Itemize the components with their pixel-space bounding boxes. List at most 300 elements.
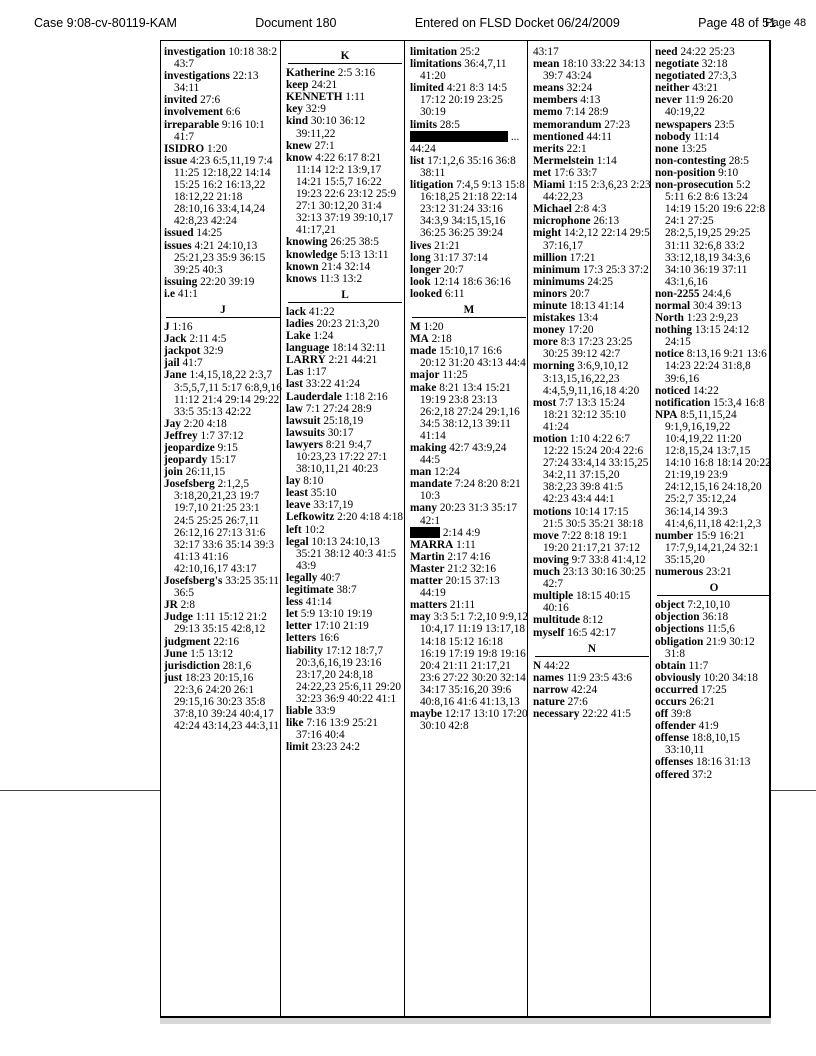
index-references: 10:13 24:10,13 35:21 38:12 40:3 41:5 43:9 — [296, 535, 397, 572]
index-term: key — [286, 103, 303, 116]
index-term: minors — [533, 287, 567, 300]
index-term: jeopardy — [164, 454, 208, 467]
index-entry — [655, 409, 773, 530]
page-number-text: Page 48 of 51 — [698, 16, 776, 30]
index-term: memo — [533, 106, 563, 119]
index-term: let — [286, 608, 298, 621]
index-term: Michael — [533, 203, 572, 216]
index-references: 37:2 — [692, 768, 713, 781]
index-entry — [533, 94, 651, 106]
index-term: motions — [533, 505, 572, 518]
index-term: memorandum — [533, 118, 602, 131]
index-references: 41:14 — [305, 596, 332, 609]
index-term: issued — [164, 227, 194, 240]
index-references: 3:6,9,10,12 3:13,15,16,22,23 4:4,5,9,11,16,18 4:20 — [543, 360, 640, 397]
index-references: 25:2 — [459, 46, 480, 58]
index-term: issuing — [164, 275, 198, 288]
index-references: 20:15 37:13 44:19 — [420, 575, 500, 600]
index-references: 15:9 16:21 17:7,9,14,21,24 32:1 35:15,20 — [665, 529, 759, 566]
index-entry — [286, 115, 404, 139]
index-term: limit — [286, 741, 309, 754]
index-references: 11:3 13:2 — [319, 272, 363, 285]
index-entry — [655, 119, 773, 131]
index-entry — [655, 769, 773, 781]
index-references: 11:14 — [693, 130, 719, 143]
index-entry — [286, 415, 404, 427]
index-references: 14:22 — [692, 384, 719, 397]
index-term: matters — [410, 599, 448, 612]
index-entry — [410, 708, 528, 732]
index-entry — [164, 119, 282, 143]
index-references: 1:16 — [172, 321, 193, 334]
index-term: merits — [533, 142, 564, 155]
index-references: 2:11 4:5 — [189, 333, 227, 346]
index-entry — [533, 227, 651, 251]
index-entry — [286, 620, 404, 632]
index-entry — [533, 179, 651, 203]
index-references: 21:9 30:12 31:8 — [665, 635, 755, 660]
index-entry — [655, 131, 773, 143]
index-entry — [655, 636, 773, 660]
index-references: 44:24 — [410, 142, 436, 155]
index-references: 9:10 — [718, 166, 739, 179]
index-references: 22:13 34:11 — [174, 70, 259, 95]
index-references: 1:11 15:12 21:2 29:13 35:15 42:8,12 — [174, 611, 267, 636]
index-references: 17:21 — [569, 251, 596, 264]
index-term: multiple — [533, 590, 574, 603]
index-term: MA — [410, 333, 429, 346]
index-entry — [533, 46, 651, 58]
index-references: 2:5 3:16 — [337, 67, 376, 80]
index-entry — [286, 354, 404, 366]
index-entry — [533, 215, 651, 227]
index-references: 8:13,16 9:21 13:6 14:23 22:24 31:8,8 39:6,16 — [665, 348, 767, 385]
index-references: 1:5 13:12 — [190, 647, 234, 660]
index-term: Jay — [164, 417, 181, 430]
index-entry — [410, 611, 528, 708]
index-term: Las — [286, 366, 304, 379]
index-term: occurs — [655, 695, 687, 708]
index-term: LARRY — [286, 354, 326, 367]
index-term: issues — [164, 239, 192, 252]
index-entry — [286, 330, 404, 342]
index-term: legally — [286, 571, 318, 584]
index-references: 33:22 41:24 — [305, 378, 361, 391]
index-references: 32:18 — [701, 58, 728, 71]
index-term: lay — [286, 475, 301, 488]
index-entry — [533, 554, 651, 566]
index-term: offense — [655, 732, 689, 745]
index-term: offered — [655, 768, 690, 781]
index-references: 18:8,10,15 33:10,11 — [665, 732, 741, 757]
section-letter: N — [535, 643, 649, 657]
index-entry — [164, 454, 282, 466]
index-references: 8:3 17:23 23:25 30:25 39:12 42:7 — [543, 336, 633, 361]
index-term: looked — [410, 287, 443, 300]
index-entry — [533, 336, 651, 360]
index-entry — [655, 312, 773, 324]
index-term: noticed — [655, 384, 691, 397]
index-entry — [655, 599, 773, 611]
index-entry — [286, 499, 404, 511]
index-term: most — [533, 396, 557, 409]
index-references: 2:18 — [431, 333, 452, 346]
index-column-1 — [164, 46, 282, 732]
section-letter: M — [412, 304, 526, 318]
index-term: i.e — [164, 287, 175, 300]
index-references: 9:16 10:1 41:7 — [174, 118, 265, 143]
index-references: 2:8 4:3 — [574, 203, 607, 216]
index-references: 28:1,6 — [222, 659, 252, 672]
index-term: N — [533, 659, 542, 672]
index-term: maybe — [410, 708, 443, 721]
index-entry — [164, 430, 282, 442]
index-references: 15:3,4 16:8 — [713, 396, 765, 409]
index-entry — [286, 524, 404, 536]
index-entry — [533, 82, 651, 94]
index-term: M — [410, 321, 421, 334]
index-references: 11:25 — [442, 369, 468, 382]
index-term: nobody — [655, 130, 691, 143]
index-entry — [655, 684, 773, 696]
index-term: move — [533, 529, 559, 542]
index-entry — [286, 91, 404, 103]
index-term: non-prosecution — [655, 179, 734, 192]
index-references: 20:7 — [569, 287, 590, 300]
index-entry — [533, 530, 651, 554]
index-term: might — [533, 227, 562, 240]
index-term: J — [164, 321, 170, 334]
index-entry — [655, 566, 773, 578]
index-references: 10:2 — [304, 523, 325, 536]
index-term: JR — [164, 599, 178, 612]
index-references: 28:5 — [439, 118, 460, 131]
index-references: 26:25 38:5 — [330, 236, 379, 249]
index-entry — [286, 439, 404, 475]
index-references: 43:17 — [533, 46, 559, 58]
index-term: man — [410, 466, 432, 479]
index-term: Lefkowitz — [286, 511, 335, 524]
index-term: knew — [286, 139, 312, 152]
index-term: knows — [286, 272, 317, 285]
index-entry — [655, 623, 773, 635]
document-number: Document 180 — [255, 16, 337, 30]
index-references: 7:16 13:9 25:21 37:16 40:4 — [296, 717, 378, 742]
index-entry — [164, 240, 282, 276]
index-entry — [533, 397, 651, 433]
index-entry — [655, 397, 773, 409]
index-entry — [533, 264, 651, 276]
index-entry — [533, 203, 651, 215]
index-term: Martin — [410, 550, 445, 563]
index-references: 8:21 13:4 15:21 19:19 23:8 23:13 26:2,18 27:24 29:1,16 34:5 38:12,13 39:11 41:14 — [420, 381, 520, 442]
footer-rule-left — [0, 790, 160, 791]
index-entry — [533, 590, 651, 614]
index-references: 7:14 28:9 — [565, 106, 609, 119]
index-references: 41:7 — [182, 357, 203, 370]
index-entry — [286, 572, 404, 584]
index-references: 13:25 — [681, 142, 707, 155]
index-term: numerous — [655, 566, 704, 579]
index-entry — [655, 530, 773, 566]
index-entry — [286, 584, 404, 596]
index-entry: 2:14 4:9 — [410, 527, 528, 539]
index-term: necessary — [533, 708, 580, 721]
index-entry — [410, 382, 528, 442]
index-term: obligation — [655, 635, 704, 648]
index-references: 27:6 — [567, 695, 588, 708]
index-references: 35:10 — [310, 487, 337, 500]
index-references: 10:20 34:18 — [703, 671, 758, 684]
index-entry — [286, 403, 404, 415]
page-overlay: Page 48 — [765, 17, 807, 29]
index-references: 1:15 2:3,6,23 2:23 44:22,23 — [543, 179, 651, 204]
index-term: narrow — [533, 683, 569, 696]
index-references: 16:6 — [318, 632, 340, 645]
index-entry — [410, 345, 528, 369]
index-entry — [655, 179, 773, 288]
index-term: mistakes — [533, 312, 576, 325]
index-references: 17:25 — [700, 683, 727, 696]
index-references: 24:22 25:23 — [680, 46, 735, 58]
index-references: 16:5 42:17 — [567, 626, 616, 639]
index-entry — [533, 627, 651, 639]
index-references: 7:24 8:20 8:21 10:3 — [420, 478, 521, 503]
index-references: 27:23 — [604, 118, 630, 131]
index-term: NPA — [655, 408, 678, 421]
index-entry — [286, 236, 404, 248]
index-term: Jeffrey — [164, 429, 198, 442]
index-references: 7:4,5 9:13 15:8 16:18,25 21:18 22:14 23:12 31:24 33:16 34:3,9 34:15,15,16 36:25 36:25 39:24 — [420, 179, 525, 240]
index-term: objections — [655, 623, 704, 636]
index-term: non-position — [655, 166, 716, 179]
index-entry — [164, 575, 282, 599]
index-term: liability — [286, 644, 324, 657]
index-term: object — [655, 599, 685, 612]
index-term: obviously — [655, 671, 701, 684]
index-term: newspapers — [655, 118, 712, 131]
index-entry — [533, 131, 651, 143]
column-divider — [404, 40, 405, 1018]
index-references: 36:4,7,11 41:20 — [420, 58, 507, 83]
index-entry — [164, 345, 282, 357]
index-column-4 — [533, 46, 651, 720]
index-term: lawsuits — [286, 426, 325, 439]
index-term: means — [533, 82, 564, 95]
index-term: Jane — [164, 369, 187, 382]
index-term: normal — [655, 299, 691, 312]
index-entry — [655, 167, 773, 179]
index-references: 2:1,2,5 3:18,20,21,23 19:7 19:7,10 21:25 23:1 24:5 25:25 26:7,11 26:12,16 27:13 31:6 32:17 33:6 35:14 39:3 41:13 41:16 42:10,16,17 43:17 — [174, 478, 275, 575]
index-term: June — [164, 647, 188, 660]
index-entry — [533, 324, 651, 336]
index-references: 40:7 — [320, 571, 341, 584]
index-term: law — [286, 402, 303, 415]
index-entry — [655, 732, 773, 756]
index-references: 32:24 — [566, 82, 593, 95]
index-entry — [410, 264, 528, 276]
index-references: 13:15 24:12 24:15 — [665, 324, 750, 349]
index-term: legal — [286, 535, 309, 548]
index-term: million — [533, 251, 567, 264]
index-entry — [655, 385, 773, 397]
index-term: more — [533, 336, 558, 349]
index-term: legitimate — [286, 584, 334, 597]
index-entry — [286, 318, 404, 330]
index-term: leave — [286, 499, 311, 512]
index-entry — [286, 632, 404, 644]
index-entry — [286, 306, 404, 318]
index-term: Mermelstein — [533, 154, 594, 167]
index-entry — [533, 506, 651, 530]
index-references: 8:12 — [582, 614, 603, 627]
section-letter: K — [288, 50, 402, 64]
index-entry — [164, 478, 282, 575]
index-entry — [655, 672, 773, 684]
index-references: 8:21 9:4,7 10:23,23 17:22 27:1 38:10,11,21 40:23 — [296, 438, 388, 476]
index-references: 1:18 2:16 — [344, 390, 388, 403]
index-entry — [164, 357, 282, 369]
index-entry — [164, 276, 282, 288]
index-references: 10:14 17:15 21:5 30:5 35:21 38:18 — [543, 505, 644, 530]
index-references: 17:6 33:7 — [554, 166, 598, 179]
index-entry — [164, 106, 282, 118]
index-term: just — [164, 671, 183, 684]
index-references: 21:11 — [449, 599, 476, 612]
index-references: 24:4,6 — [702, 287, 731, 300]
index-references: 4:21 24:10,13 25:21,23 35:9 36:15 39:25 40:3 — [174, 239, 266, 276]
redaction-bar — [410, 131, 508, 142]
index-references: 28:5 — [728, 154, 749, 167]
index-term: kind — [286, 115, 308, 128]
index-term: names — [533, 671, 564, 684]
index-term: longer — [410, 263, 441, 276]
index-term: limitations — [410, 58, 462, 71]
index-term: make — [410, 381, 437, 394]
index-references: 23:13 30:16 30:25 42:7 — [543, 566, 646, 591]
index-references: 43:21 — [692, 82, 719, 95]
index-references: 33:17,19 — [313, 499, 354, 512]
index-references: 23:21 — [705, 566, 732, 579]
index-entry — [655, 708, 773, 720]
index-references: 11:9 23:5 43:6 — [566, 671, 633, 684]
index-entry — [655, 94, 773, 118]
index-term: many — [410, 502, 437, 515]
index-references: 10:18 38:2 43:7 — [174, 46, 277, 71]
index-entry — [410, 119, 528, 131]
index-term: made — [410, 345, 437, 358]
index-references: 18:13 41:14 — [569, 299, 625, 312]
index-references: 2:20 4:18 4:18 — [337, 511, 404, 524]
index-references: 11:9 26:20 40:19,22 — [665, 94, 734, 119]
index-references: 2:17 4:16 — [447, 550, 491, 563]
index-entry — [533, 360, 651, 396]
index-references: 24:25 — [587, 275, 614, 288]
index-entry — [533, 288, 651, 300]
index-entry — [410, 466, 528, 478]
docket-entry: Entered on FLSD Docket 06/24/2009 — [414, 16, 620, 30]
index-entry — [410, 58, 528, 82]
index-term: keep — [286, 79, 309, 92]
index-references: 2:20 4:18 — [183, 417, 227, 430]
index-term: objection — [655, 611, 700, 624]
index-entry — [164, 333, 282, 345]
index-entry — [410, 563, 528, 575]
index-entry — [410, 442, 528, 466]
index-references: 41:9 — [698, 720, 719, 733]
index-entry — [286, 741, 404, 753]
index-entry — [533, 155, 651, 167]
index-entry — [410, 539, 528, 551]
index-references: 33:9 — [315, 704, 336, 717]
redaction-bar — [410, 527, 440, 538]
index-term: liable — [286, 704, 313, 717]
index-term: multitude — [533, 614, 581, 627]
index-entry — [655, 660, 773, 672]
index-term: notice — [655, 348, 684, 361]
index-entry — [286, 536, 404, 572]
index-term: obtain — [655, 659, 686, 672]
index-references: 21:21 — [434, 239, 460, 252]
index-entry — [164, 599, 282, 611]
index-term: lawyers — [286, 438, 324, 451]
index-entry — [286, 103, 404, 115]
index-entry: ... — [410, 131, 528, 143]
index-term: ladies — [286, 317, 314, 330]
index-references: 4:13 — [580, 94, 601, 107]
index-references: 27:1 — [314, 139, 335, 152]
case-number: Case 9:08-cv-80119-KAM — [34, 16, 177, 30]
index-references: 7:22 8:18 19:1 19:20 21:17,21 37:12 — [543, 529, 640, 554]
index-entry — [655, 348, 773, 384]
panel-shadow — [160, 1018, 771, 1024]
index-entry — [286, 378, 404, 390]
index-term: lack — [286, 305, 307, 318]
index-entry — [164, 155, 282, 228]
index-term: lives — [410, 239, 432, 252]
index-entry — [164, 94, 282, 106]
index-references: 9:15 — [217, 442, 238, 454]
index-references: 1:10 4:22 6:7 12:22 15:24 20:4 22:6 27:24 33:4,14 33:15,25 34:2,11 37:15,20 38:2,23 39:8 41:5 42:23 43:4 44:1 — [543, 433, 649, 506]
index-entry — [655, 143, 773, 155]
index-entry — [286, 261, 404, 273]
index-references: 5:2 5:11 6:2 8:6 13:24 14:19 15:20 19:6 22:8 24:1 27:25 28:2,5,19,25 29:25 31:11 32:6,8 33:2 33:12,18,19 34:3,6 34:10 36:19 37:11 43:1,6,16 — [665, 179, 766, 288]
index-term: occurred — [655, 683, 699, 696]
index-entry — [533, 672, 651, 684]
index-references: 14:25 — [196, 227, 223, 240]
index-references: 25:18,19 — [323, 414, 364, 427]
index-term: never — [655, 94, 682, 107]
index-term: Miami — [533, 179, 565, 192]
index-references: 2:8 — [180, 599, 196, 612]
index-references: 27:3,3 — [708, 70, 737, 83]
index-references: 17:20 — [567, 324, 594, 337]
index-entry — [655, 46, 773, 58]
page-number — [698, 16, 807, 30]
index-references: 1:11 — [456, 538, 476, 551]
index-references: 6:6 — [225, 106, 241, 119]
index-term: list — [410, 154, 425, 167]
index-references: 4:21 8:3 14:5 17:12 20:19 23:25 30:19 — [420, 82, 507, 119]
index-references: 32:9 — [203, 345, 224, 358]
index-references: 22:20 39:19 — [200, 275, 255, 288]
index-references: 22:1 — [566, 142, 587, 155]
index-references: 12:14 18:6 36:16 — [433, 275, 511, 288]
index-references: 5:13 13:11 — [340, 248, 389, 261]
index-term: judgment — [164, 635, 211, 648]
index-entry — [164, 321, 282, 333]
index-references: 8:5,11,15,24 9:1,9,16,19,22 10:4,19,22 11:20 12:8,15,24 13:7,15 14:10 16:8 18:14 20:22 21:19,19 23:9 24:12,15,16 24:18,20 25:2,7 35:12,24 36:14,14 39:3 41:4,6,11,18 42:1,2,3 — [665, 408, 771, 530]
